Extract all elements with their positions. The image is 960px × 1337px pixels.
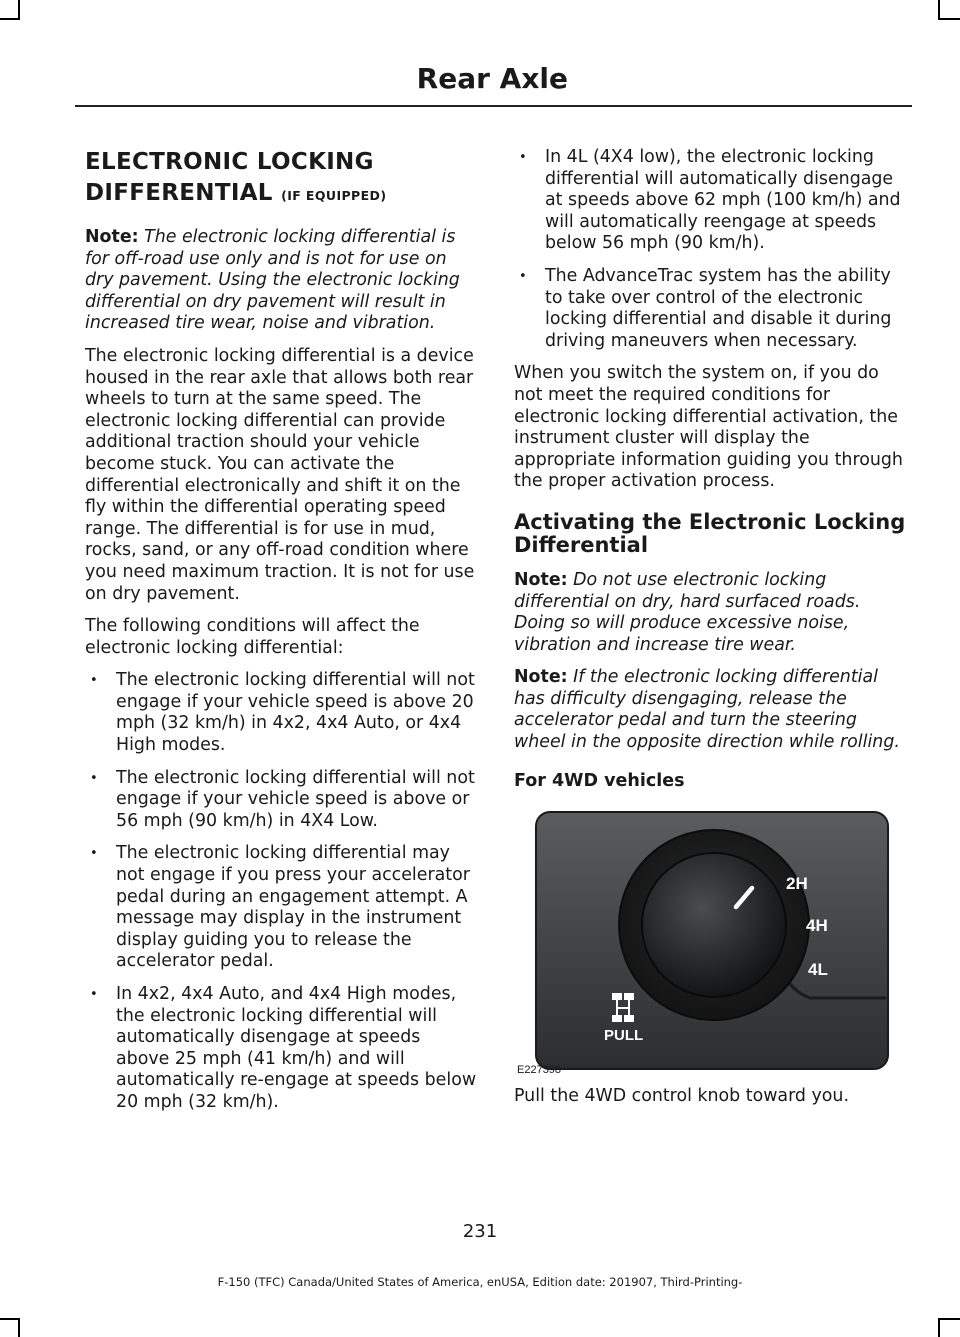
note-disengaging bbox=[514, 667, 906, 753]
4wd-control-knob-illustration bbox=[514, 810, 894, 1078]
crop-mark bbox=[18, 1318, 20, 1337]
figure-caption: Pull the 4WD control knob toward you. bbox=[514, 1085, 849, 1106]
crop-mark bbox=[18, 0, 20, 18]
mode-label-2h: 2H bbox=[786, 873, 808, 893]
note-label: Note: bbox=[514, 667, 568, 688]
list-item: • The electronic locking differential will not engage if your vehicle speed is above or 56 mph (90 km/h) in 4X4 Low. bbox=[85, 768, 477, 833]
note-offroad bbox=[85, 227, 477, 335]
conditions-intro: The following conditions will affect the electronic locking differential: bbox=[85, 616, 420, 658]
right-column bbox=[514, 147, 906, 1118]
conditions-list-continued bbox=[514, 147, 906, 352]
conditions-list bbox=[85, 670, 477, 1113]
crop-mark bbox=[938, 1318, 940, 1337]
list-item: • The electronic locking differential will not engage if your vehicle speed is above 20 mph (32 km/h) in 4x2, 4x4 Auto, or 4x4 High modes. bbox=[85, 670, 477, 756]
page-footer: F-150 (TFC) Canada/United States of America, enUSA, Edition date: 201907, Third-Printing- bbox=[217, 1275, 743, 1289]
header-divider bbox=[75, 105, 912, 107]
crop-mark bbox=[0, 18, 20, 20]
left-column bbox=[85, 147, 477, 1125]
note-text: Do not use electronic locking differential on dry, hard surfaced roads. Doing so will produce excessive noise, vibration and increase tire wear. bbox=[514, 569, 861, 655]
pull-label: PULL bbox=[604, 1026, 644, 1044]
mode-label-4l: 4L bbox=[808, 959, 828, 979]
section-tag: (IF EQUIPPED) bbox=[281, 188, 387, 203]
note-dry-roads bbox=[514, 570, 906, 656]
crop-mark bbox=[938, 18, 960, 20]
list-item: • The electronic locking differential may not engage if you press your accelerator pedal during an engagement attempt. A message may display in the instrument display guiding you to release the accelerator pedal. bbox=[85, 843, 477, 973]
subsection-heading-4wd: For 4WD vehicles bbox=[514, 770, 685, 791]
list-item: • In 4x2, 4x4 Auto, and 4x4 High modes, the electronic locking differential will automatically disengage at speeds above 25 mph (41 km/h) and will automatically re-engage at speeds below 20 mph (32 km/h). bbox=[85, 984, 477, 1114]
crop-mark bbox=[938, 0, 940, 18]
note-label: Note: bbox=[514, 569, 568, 590]
crop-mark bbox=[938, 1318, 960, 1320]
mode-label-4h: 4H bbox=[806, 915, 828, 935]
figure-id: E227398 bbox=[517, 1063, 562, 1076]
section-title: ELECTRONIC LOCKING DIFFERENTIAL bbox=[85, 149, 374, 206]
page-number: 231 bbox=[462, 1221, 498, 1242]
note-text: If the electronic locking differential has difficulty disengaging, release the accelerator pedal and turn the steering wheel in the opposite direction while rolling. bbox=[514, 667, 900, 753]
note-text: The electronic locking differential is for off-road use only and is not for use on dry pavement. Using the electronic locking differential on dry pavement will result in increased tire wear, noise and vibration. bbox=[85, 227, 460, 334]
list-item: • In 4L (4X4 low), the electronic locking differential will automatically disengage at speeds above 62 mph (100 km/h) and will automatically reengage at speeds below 56 mph (90 km/h). bbox=[514, 147, 906, 255]
section-heading bbox=[85, 147, 477, 211]
page-header-title: Rear Axle bbox=[416, 62, 568, 95]
description-paragraph: The electronic locking differential is a device housed in the rear axle that allows both rear wheels to turn at the same speed. The electronic locking differential can provide additional traction should your vehicle become stuck. You can activate the differential electronically and shift it on the fly within the differential operating speed range. The differential is for use in mud, rocks, sand, or any off-road condition where you need maximum traction. It is not for use on dry pavement. bbox=[85, 345, 475, 604]
crop-mark bbox=[0, 1318, 20, 1320]
subsection-heading: Activating the Electronic Locking Differential bbox=[514, 509, 906, 557]
note-label: Note: bbox=[85, 227, 139, 247]
4wd-control-figure bbox=[514, 810, 894, 1078]
list-item: • The AdvanceTrac system has the ability to take over control of the electronic locking differential and disable it during driving maneuvers when necessary. bbox=[514, 266, 906, 352]
activation-paragraph: When you switch the system on, if you do not meet the required conditions for electronic locking differential activation, the instrument cluster will display the appropriate information guiding you through the proper activation process. bbox=[514, 363, 903, 492]
